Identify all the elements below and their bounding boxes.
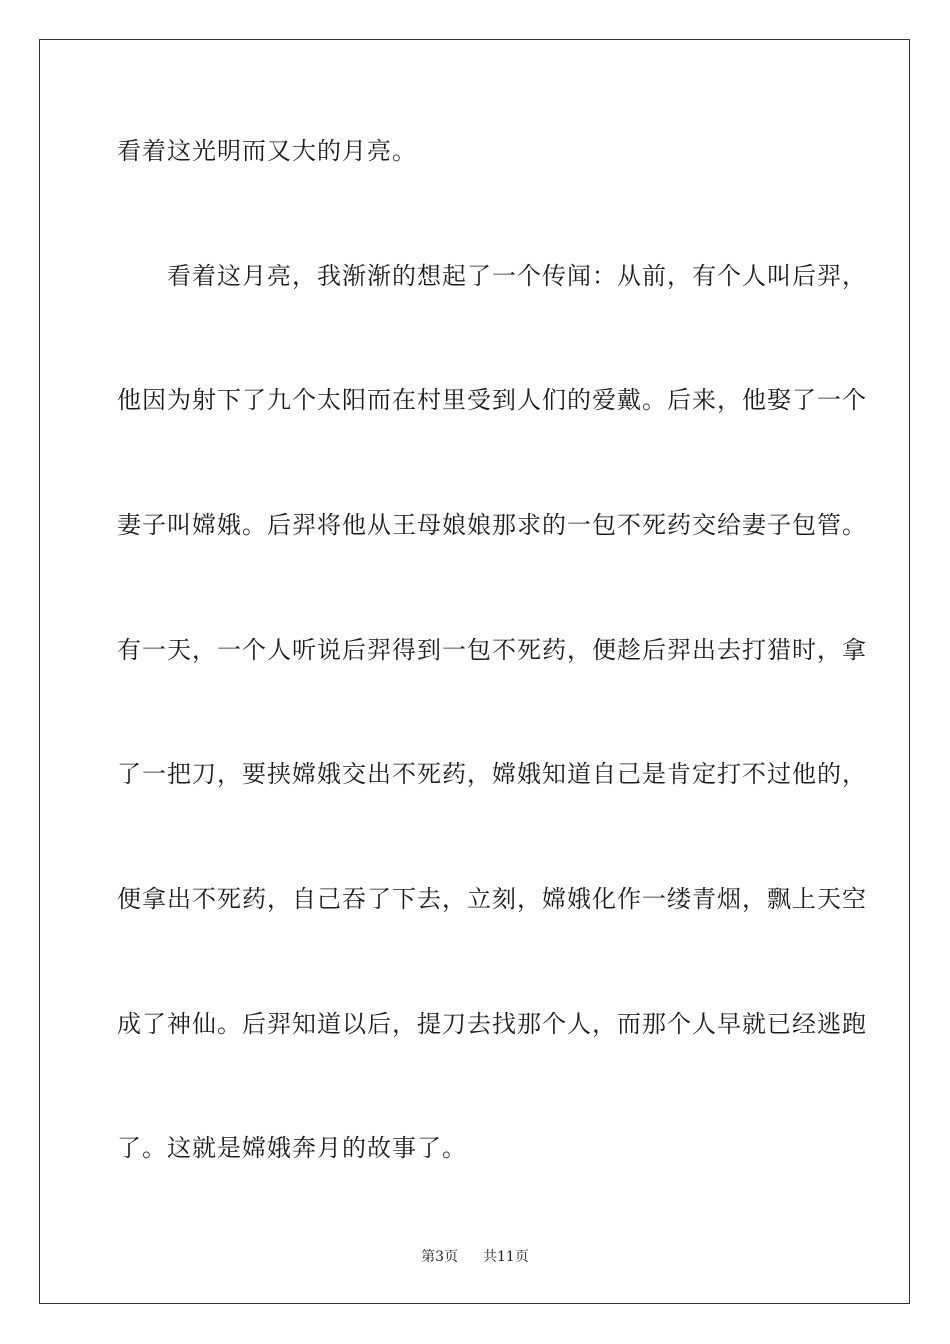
body-text-line: 看着这光明而又大的月亮。 (117, 137, 417, 165)
body-text-line: 了一把刀，要挟嫦娥交出不死药，嫦娥知道自己是肯定打不过他的， (117, 760, 867, 788)
page-border (39, 39, 910, 1304)
body-text-line: 有一天，一个人听说后羿得到一包不死药，便趁后羿出去打猎时，拿 (117, 636, 867, 664)
page-total: 共11页 (483, 1249, 529, 1265)
body-text-line: 了。这就是嫦娥奔月的故事了。 (117, 1134, 467, 1162)
body-text-line: 妻子叫嫦娥。后羿将他从王母娘娘那求的一包不死药交给妻子包管。 (117, 511, 867, 539)
page-number: 第3页 (421, 1249, 459, 1265)
body-text-line: 便拿出不死药，自己吞了下去，立刻，嫦娥化作一缕青烟，飘上天空 (117, 885, 867, 913)
page-footer (0, 1248, 950, 1266)
body-text-line: 他因为射下了九个太阳而在村里受到人们的爱戴。后来，他娶了一个 (117, 386, 867, 414)
body-text-line: 看着这月亮，我渐渐的想起了一个传闻：从前，有个人叫后羿， (117, 262, 867, 290)
body-text-line: 成了神仙。后羿知道以后，提刀去找那个人，而那个人早就已经逃跑 (117, 1010, 867, 1038)
